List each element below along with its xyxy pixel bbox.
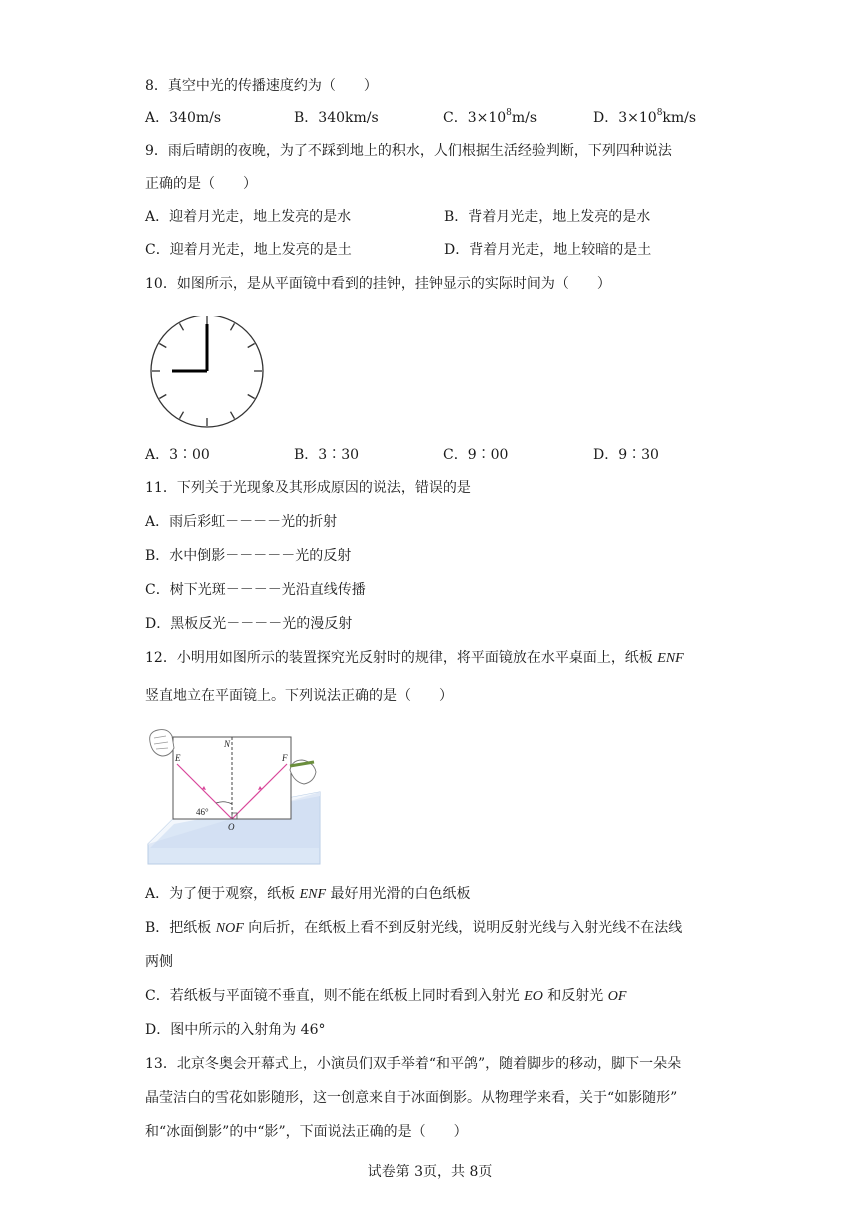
clock-tick xyxy=(180,323,184,330)
q8-option-c: C．$3\times 10^8m/s$ xyxy=(443,108,538,126)
q11-option-b: B．水中倒影－－－－－光的反射 xyxy=(145,548,352,564)
q12-option-d: D．图中所示的入射角为 46° xyxy=(145,1022,326,1038)
label-n: N xyxy=(224,739,231,749)
q13-line2: 晶莹洁白的雪花如影随形，这一创意来自于冰面倒影。从物理学来看，关于“如影随形” xyxy=(145,1090,678,1106)
q12-option-b-line1: B．把纸板 NOF 向后折，在纸板上看不到反射光线，说明反射光线与入射光线不在法线 xyxy=(145,920,683,936)
clock-tick xyxy=(180,412,184,419)
q12-stem-line1: 12．小明用如图所示的装置探究光反射时的规律，将平面镜放在水平桌面上，纸板 ENF xyxy=(145,650,684,666)
q12-option-b-line2: 两侧 xyxy=(145,954,173,970)
q12-option-c: C．若纸板与平面镜不垂直，则不能在纸板上同时看到入射光 EO 和反射光 OF xyxy=(145,988,627,1004)
mirror-clock-figure xyxy=(146,316,268,434)
clock-tick xyxy=(231,412,235,419)
q8-option-d: D．$3\times 10^8km/s$ xyxy=(593,108,697,126)
q12-option-a: A．为了便于观察，纸板 ENF 最好用光滑的白色纸板 xyxy=(145,886,471,902)
q8-option-a: A．340m/s xyxy=(145,110,222,126)
q10-stem: 10．如图所示，是从平面镜中看到的挂钟，挂钟显示的实际时间为（ ） xyxy=(145,276,611,292)
clock-tick xyxy=(159,344,166,348)
q9-stem-line2: 正确的是（ ） xyxy=(145,176,257,192)
q10-option-d: D．9∶30 xyxy=(593,447,659,463)
clock-tick xyxy=(231,323,235,330)
label-angle: 46° xyxy=(196,807,209,817)
page-footer: 试卷第 3页，共 8页 xyxy=(367,1164,493,1180)
label-f: F xyxy=(282,753,288,763)
q9-option-d: D．背着月光走，地上较暗的是土 xyxy=(444,242,652,258)
q13-line1: 13．北京冬奥会开幕式上，小演员们双手举着“和平鸽”，随着脚步的移动，脚下一朵朵 xyxy=(145,1056,682,1072)
q8-stem: 8．真空中光的传播速度约为（ ） xyxy=(145,78,378,94)
q9-option-a: A．迎着月光走，地上发亮的是水 xyxy=(145,209,352,225)
q11-stem: 11．下列关于光现象及其形成原因的说法，错误的是 xyxy=(145,480,471,496)
q11-option-c: C．树下光斑－－－－光沿直线传播 xyxy=(145,582,366,598)
q10-option-c: C．9∶00 xyxy=(443,447,509,463)
label-e: E xyxy=(175,753,181,763)
q10-option-b: B．3∶30 xyxy=(294,447,360,463)
q13-line3: 和“冰面倒影”的中“影”，下面说法正确的是（ ） xyxy=(145,1124,468,1140)
q10-option-a: A．3∶00 xyxy=(145,447,210,463)
q11-option-d: D．黑板反光－－－－光的漫反射 xyxy=(145,616,353,632)
clock-tick xyxy=(159,395,166,399)
q11-option-a: A．雨后彩虹－－－－光的折射 xyxy=(145,514,338,530)
label-o: O xyxy=(228,822,235,832)
reflection-experiment-figure xyxy=(144,726,324,868)
q9-option-c: C．迎着月光走，地上发亮的是土 xyxy=(145,242,352,258)
q8-option-b: B．340km/s xyxy=(294,110,379,126)
q9-option-b: B．背着月光走，地上发亮的是水 xyxy=(444,209,651,225)
q12-stem-line2: 竖直地立在平面镜上。下列说法正确的是（ ） xyxy=(145,688,453,704)
q9-stem-line1: 9．雨后晴朗的夜晚，为了不踩到地上的积水，人们根据生活经验判断，下列四种说法 xyxy=(145,143,672,159)
clock-tick xyxy=(248,395,255,399)
clock-tick xyxy=(248,344,255,348)
